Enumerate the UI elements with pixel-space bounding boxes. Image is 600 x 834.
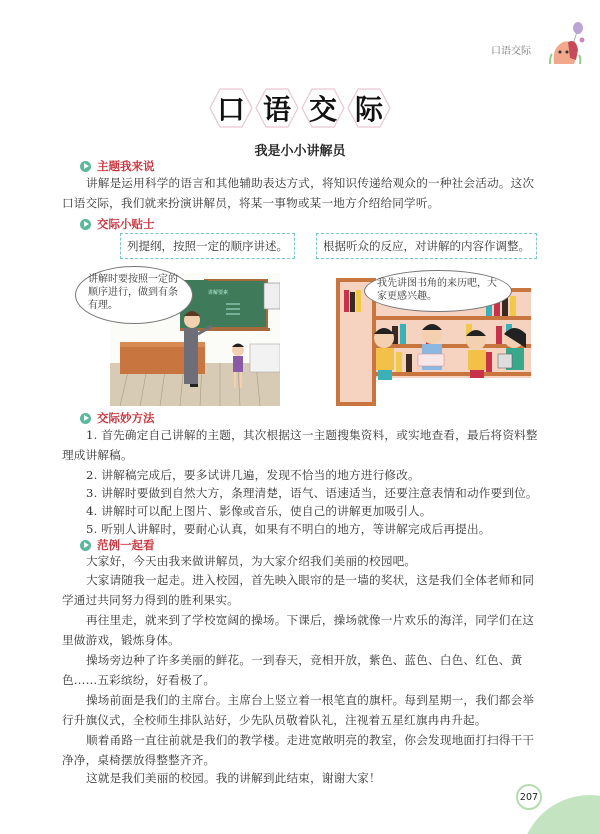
speech-bubble: 讲解时要按照一定的顺序进行，做到有条有理。: [75, 266, 193, 324]
play-bullet-icon: [80, 540, 91, 551]
section-tag: 口语交际: [491, 46, 531, 57]
method-item: 4. 讲解时可以配上图片、影像或音乐，使自己的讲解更加吸引人。: [86, 504, 432, 518]
section-heading-tips: [80, 216, 155, 232]
title-char: 口: [216, 93, 245, 126]
section-heading-theme: [80, 158, 155, 174]
tip-box: 列提纲，按照一定的顺序讲述。: [120, 233, 295, 259]
example-paragraph: 顺着甬路一直往前就是我们的教学楼。走进宽敞明亮的教室，你会发现地面打扫得干干净净，桌椅摆放得整整齐齐。: [62, 733, 535, 767]
classroom-illustration: [80, 268, 280, 406]
method-item: 1. 首先确定自己讲解的主题，其次根据这一主题搜集资料，或实地查看，最后将资料整理成讲解稿。: [62, 428, 538, 462]
section-heading-methods: [80, 410, 155, 426]
title-char-box: [209, 86, 253, 130]
example-paragraph: 操场旁边种了许多美丽的鲜花。一到春天，竞相开放，紫色、蓝色、白色、红色、黄色……五彩缤纷，好看极了。: [62, 653, 523, 687]
title-char-box: [255, 86, 299, 130]
page-number: [516, 784, 542, 810]
method-item: 3. 讲解时要做到自然大方，条理清楚，语气、语速适当，还要注意表情和动作要到位。: [86, 486, 538, 500]
example-paragraph: 大家好，今天由我来做讲解员，为大家介绍我们美丽的校园吧。: [86, 554, 417, 568]
example-paragraph: 操场前面是我们的主席台。主席台上竖立着一根笔直的旗杆。每到星期一，我们都会举行升旗仪式，全校师生排队站好，少先队员敬着队礼，注视着五星红旗冉冉升起。: [62, 693, 535, 727]
lesson-subtitle: 我是小小讲解员: [254, 144, 346, 159]
page-number-label: 207: [519, 791, 539, 803]
section-heading-label: 范例一起看: [97, 538, 155, 552]
theme-paragraph: 讲解是运用科学的语言和其他辅助表达方式，将知识传递给观众的一种社会活动。这次口语交际，我们就来扮演讲解员，将某一事物或某一地方介绍给同学听。: [62, 176, 535, 210]
title-char: 交: [308, 93, 337, 126]
title-char-box: [347, 86, 391, 130]
speech-bubble: 我先讲图书角的来历吧，大家更感兴趣。: [364, 270, 512, 312]
section-heading-label: 主题我来说: [97, 159, 155, 173]
section-heading-label: 交际妙方法: [97, 411, 155, 425]
method-item: 5. 听别人讲解时，要耐心认真，如果有不明白的地方，等讲解完成后再提出。: [86, 522, 491, 536]
page-title: [0, 86, 600, 130]
title-char-box: [301, 86, 345, 130]
play-bullet-icon: [80, 413, 91, 424]
tip-box: 根据听众的反应，对讲解的内容作调整。: [316, 233, 537, 259]
title-char: 际: [354, 93, 383, 126]
balloon-mascot-icon: [540, 20, 590, 65]
svg-text:讲解要素: 讲解要素: [208, 290, 229, 296]
section-heading-label: 交际小贴士: [97, 217, 155, 231]
example-paragraph: 大家请随我一起走。进入校园，首先映入眼帘的是一墙的奖状，这是我们全体老师和同学通过共同努力得到的胜利果实。: [62, 573, 535, 607]
library-illustration: [336, 268, 536, 406]
play-bullet-icon: [80, 161, 91, 172]
title-char: 语: [262, 93, 291, 126]
example-paragraph: 再往里走，就来到了学校宽阔的操场。下课后，操场就像一片欢乐的海洋，同学们在这里做游戏，锻炼身体。: [62, 613, 535, 647]
play-bullet-icon: [80, 219, 91, 230]
method-item: 2. 讲解稿完成后，要多试讲几遍，发现不恰当的地方进行修改。: [86, 468, 420, 482]
example-paragraph: 这就是我们美丽的校园。我的讲解到此结束，谢谢大家！: [86, 771, 381, 785]
